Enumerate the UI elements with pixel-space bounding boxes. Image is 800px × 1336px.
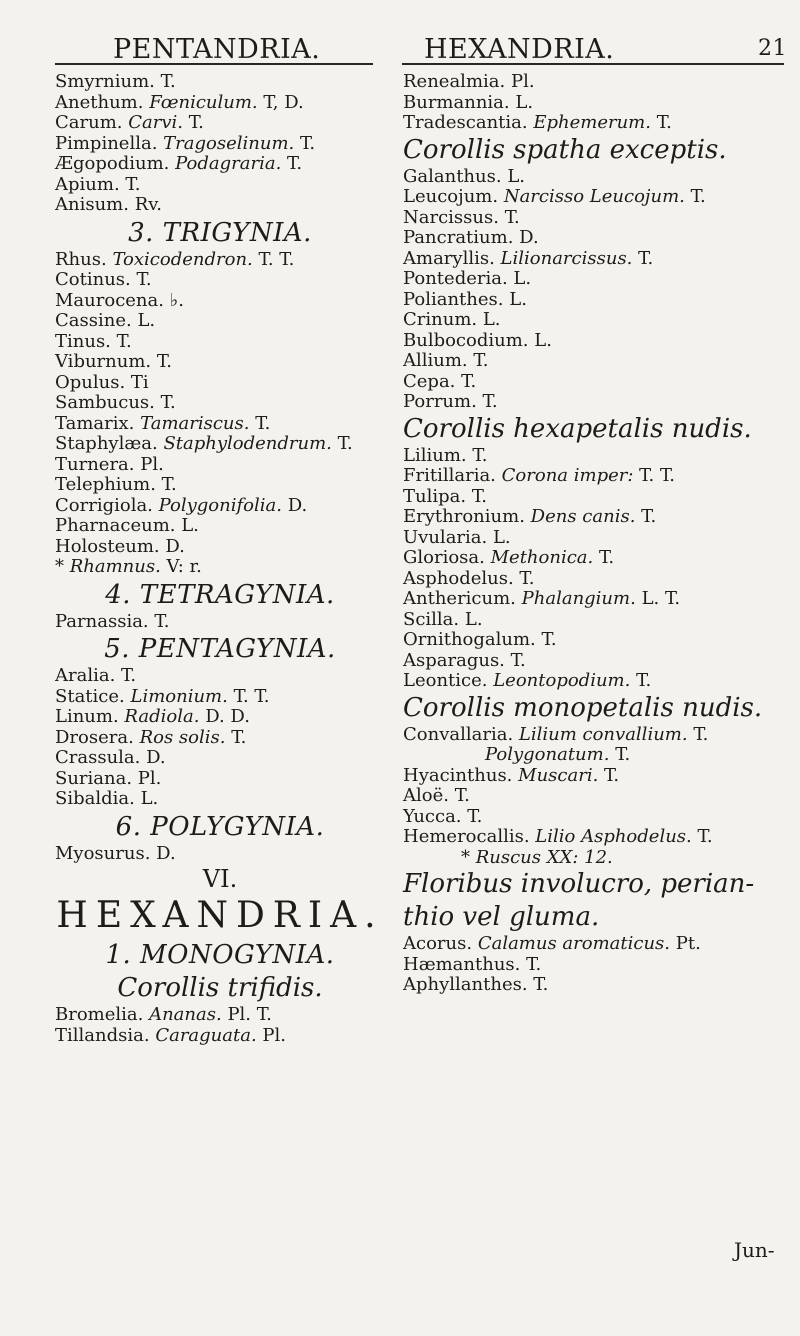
genus-entry xyxy=(55,844,385,865)
synonym: Tragoselinum. xyxy=(163,132,295,154)
genus-entry xyxy=(55,707,385,728)
authority: Pl. xyxy=(140,453,164,475)
section-subheading: thio vel gluma. xyxy=(403,902,600,932)
genus-entry xyxy=(55,748,385,769)
authority: T. xyxy=(641,506,657,527)
synonym: Carvi. xyxy=(128,112,183,133)
authority: T. xyxy=(510,649,526,671)
genus-entry xyxy=(55,175,385,196)
class-name: HEXANDRIA. xyxy=(56,895,384,936)
order-heading: 4. TETRAGYNIA. xyxy=(105,579,335,610)
authority: T. T. xyxy=(233,685,270,707)
authority: L. xyxy=(515,91,534,113)
authority: T. xyxy=(121,665,137,686)
genus-name: Linum. xyxy=(55,706,119,727)
genus-entry xyxy=(403,786,783,807)
genus-entry xyxy=(403,331,783,352)
authority: Pl. xyxy=(510,71,535,92)
synonym: Ephemerum. xyxy=(533,112,651,133)
genus-name: Galanthus. xyxy=(403,165,502,187)
genus-entry xyxy=(403,310,783,331)
authority: T. xyxy=(116,330,132,352)
authority: T. xyxy=(519,567,535,589)
authority: T. xyxy=(188,112,204,133)
authority: D. xyxy=(287,494,308,516)
genus-name: Aphyllanthes. xyxy=(403,974,528,995)
genus-entry xyxy=(403,487,783,508)
genus-entry xyxy=(55,414,385,435)
genus-name: Holosteum. xyxy=(55,535,160,557)
genus-name: Parnassia. xyxy=(55,610,149,632)
genus-name: Sibaldia. xyxy=(55,788,135,809)
genus-name: Erythronium. xyxy=(403,506,525,527)
authority: T. xyxy=(454,785,470,806)
genus-entry xyxy=(403,167,783,188)
genus-name: Pancratium. xyxy=(403,227,514,248)
genus-name: Burmannia. xyxy=(403,91,510,113)
genus-entry xyxy=(55,154,385,175)
authority: L. T. xyxy=(641,588,681,609)
genus-name: Lilium. xyxy=(403,444,467,466)
genus-name: Maurocena. xyxy=(55,289,164,311)
authority: L. xyxy=(140,788,159,809)
genus-name: Suriana. xyxy=(55,767,133,789)
authority: T. xyxy=(300,132,316,154)
synonym: Lilio Asphodelus. xyxy=(535,826,692,847)
genus-name: Anisum. xyxy=(55,194,129,215)
authority: L. xyxy=(181,515,199,536)
genus-entry xyxy=(55,270,385,291)
authority: T. xyxy=(482,391,498,412)
genus-entry xyxy=(403,392,783,413)
authority: T. xyxy=(615,744,631,765)
synonym: Corona imper: xyxy=(501,465,634,486)
order-heading: 3. TRIGYNIA. xyxy=(128,217,312,248)
authority: T. xyxy=(156,351,172,372)
synonym: Dens canis. xyxy=(530,506,636,527)
genus-entry xyxy=(55,612,385,633)
genus-entry xyxy=(55,1005,385,1026)
genus-entry xyxy=(403,827,783,848)
genus-name: Porrum. xyxy=(403,391,477,412)
authority: T. xyxy=(690,186,706,207)
genus-entry xyxy=(55,373,385,394)
authority: T. T. xyxy=(639,465,676,486)
catchword: Jun- xyxy=(734,1238,775,1262)
genus-entry xyxy=(403,351,783,372)
authority: T. xyxy=(461,370,477,392)
genus-name: Tinus. xyxy=(55,330,111,352)
authority: T. xyxy=(504,206,520,228)
authority: T. xyxy=(125,173,141,195)
section-subheading: Floribus involucro, perian- xyxy=(403,869,755,899)
authority: L. xyxy=(507,165,525,187)
genus-name: Cassine. xyxy=(55,310,132,331)
genus-entry xyxy=(55,687,385,708)
authority: D. xyxy=(519,227,539,248)
genus-entry xyxy=(403,208,783,229)
running-head xyxy=(0,18,800,66)
genus-entry xyxy=(55,769,385,790)
genus-entry xyxy=(55,93,385,114)
authority: T. xyxy=(136,269,152,290)
genus-entry xyxy=(403,569,783,590)
genus-entry xyxy=(403,630,783,651)
genus-entry xyxy=(55,728,385,749)
genus-entry xyxy=(55,195,385,216)
authority: T. xyxy=(656,112,672,133)
order-heading: 5. PENTAGYNIA. xyxy=(104,634,336,664)
authority: T. xyxy=(287,153,303,174)
synonym: Podagraria. xyxy=(175,153,282,174)
synonym: Fœniculum. xyxy=(149,91,258,113)
authority: T. xyxy=(604,764,620,786)
genus-entry xyxy=(403,934,783,955)
authority: T. xyxy=(471,485,487,507)
authority: L. xyxy=(513,268,532,289)
genus-name: Renealmia. xyxy=(403,71,506,92)
authority: L. xyxy=(509,288,527,310)
authority: T. xyxy=(160,71,176,92)
running-head-left: PENTANDRIA. xyxy=(113,34,321,65)
genus-name: Asparagus. xyxy=(403,649,505,671)
synonym: Toxicodendron. xyxy=(112,248,253,270)
genus-name: Bulbocodium. xyxy=(403,329,529,351)
authority: D. xyxy=(146,747,166,768)
authority: T, D. xyxy=(263,91,304,113)
authority: T. xyxy=(526,953,542,975)
genus-name: Polianthes. xyxy=(403,288,504,310)
genus-entry xyxy=(55,291,385,312)
genus-entry xyxy=(55,332,385,353)
genus-name: Ægopodium. xyxy=(55,153,170,174)
genus-entry xyxy=(403,766,783,787)
synonym: Lilionarcissus. xyxy=(500,247,633,269)
genus-name: Anethum. xyxy=(55,91,144,113)
genus-name: Aralia. xyxy=(55,665,116,686)
genus-name: Corrigiola. xyxy=(55,494,153,516)
genus-name: Carum. xyxy=(55,112,123,133)
genus-entry xyxy=(403,228,783,249)
authority: L. xyxy=(492,526,511,548)
genus-name: Opulus. xyxy=(55,371,126,393)
authority: Ti xyxy=(130,371,149,393)
genus-entry xyxy=(403,249,783,270)
left-column xyxy=(55,72,385,1046)
genus-entry xyxy=(403,446,783,467)
genus-name: Pimpinella. xyxy=(55,132,158,154)
genus-name: Telephium. xyxy=(55,474,156,495)
genus-name: Viburnum. xyxy=(55,351,152,372)
genus-entry xyxy=(403,93,783,114)
genus-entry xyxy=(55,537,385,558)
genus-name: * Rhamnus. xyxy=(55,556,161,577)
section-subheading: Corollis hexapetalis nudis. xyxy=(403,413,752,444)
genus-name: Drosera. xyxy=(55,726,134,748)
authority: T. T. xyxy=(258,248,295,270)
authority: T. xyxy=(598,547,615,568)
synonym: Staphylodendrum. xyxy=(163,433,332,454)
genus-name: Hyacinthus. xyxy=(403,764,513,786)
genus-name: Smyrnium. xyxy=(55,71,155,92)
genus-name: Pharnaceum. xyxy=(55,515,176,536)
genus-entry xyxy=(55,557,385,578)
genus-name: Pontederia. xyxy=(403,268,508,289)
genus-name: Tulipa. xyxy=(403,485,467,507)
synonym: Polygonatum. xyxy=(485,744,610,765)
synonym: Caraguata. xyxy=(155,1024,257,1046)
authority: T. xyxy=(472,444,488,466)
genus-name: Tamarix. xyxy=(55,412,135,434)
synonym: Leontopodium. xyxy=(493,670,631,691)
genus-entry xyxy=(55,311,385,332)
genus-name: Crinum. xyxy=(403,309,478,330)
genus-name: Tillandsia. xyxy=(55,1024,150,1046)
genus-name: Gloriosa. xyxy=(403,547,485,568)
header-rule-left xyxy=(55,63,373,65)
genus-entry xyxy=(55,496,385,517)
genus-name: Leontice. xyxy=(403,670,488,691)
genus-name: Turnera. xyxy=(55,453,135,475)
genus-entry xyxy=(55,475,385,496)
synonym: Ananas. xyxy=(149,1004,222,1025)
synonym: * Ruscus XX: 12. xyxy=(461,846,613,868)
genus-name: Bromelia. xyxy=(55,1004,144,1025)
authority: T. xyxy=(697,826,713,847)
synonym: Lilium convallium. xyxy=(518,723,688,745)
authority: D. D. xyxy=(205,706,250,727)
genus-entry xyxy=(403,745,783,766)
genus-name: Amaryllis. xyxy=(403,247,495,269)
genus-entry xyxy=(403,466,783,487)
genus-name: Aloë. xyxy=(403,785,449,806)
authority: T. xyxy=(636,670,652,691)
genus-name: Cepa. xyxy=(403,370,456,392)
authority: Rv. xyxy=(134,194,163,215)
genus-entry xyxy=(55,352,385,373)
authority: Pt. xyxy=(675,933,701,954)
class-number: VI. xyxy=(202,865,238,893)
genus-entry xyxy=(403,372,783,393)
genus-name: Rhus. xyxy=(55,248,107,270)
genus-entry xyxy=(403,610,783,631)
genus-name: Scilla. xyxy=(403,608,460,630)
genus-entry xyxy=(55,516,385,537)
synonym: Calamus aromaticus. xyxy=(477,933,671,954)
authority: D. xyxy=(156,842,176,864)
section-subheading: Corollis spatha exceptis. xyxy=(403,134,727,165)
genus-entry xyxy=(55,1026,385,1047)
genus-name: Staphylæa. xyxy=(55,433,158,454)
authority: T. xyxy=(231,726,247,748)
genus-entry xyxy=(403,807,783,828)
synonym: Radiola. xyxy=(124,706,200,727)
genus-name: Uvularia. xyxy=(403,526,488,548)
genus-name: Asphodelus. xyxy=(403,567,514,589)
authority: ♭. xyxy=(169,289,184,311)
genus-name: Sambucus. xyxy=(55,392,155,413)
genus-entry xyxy=(403,975,783,996)
authority: T. xyxy=(533,974,549,995)
genus-entry xyxy=(403,269,783,290)
genus-entry xyxy=(403,187,783,208)
authority: L. xyxy=(482,309,501,330)
authority: L. xyxy=(137,310,156,331)
genus-name: Crassula. xyxy=(55,747,141,768)
authority: T. xyxy=(638,247,654,269)
genus-entry xyxy=(55,393,385,414)
section-subheading: Corollis trifidis. xyxy=(117,973,323,1003)
synonym: Phalangium. xyxy=(521,588,636,609)
genus-entry xyxy=(55,113,385,134)
genus-name: Cotinus. xyxy=(55,269,131,290)
authority: T. xyxy=(467,805,483,827)
authority: T. xyxy=(154,610,170,632)
authority: T. xyxy=(255,412,271,434)
genus-entry xyxy=(403,671,783,692)
authority: Pl. xyxy=(137,767,162,789)
genus-entry xyxy=(403,955,783,976)
synonym: Ros solis. xyxy=(139,726,226,748)
authority: T. xyxy=(693,723,709,745)
genus-entry xyxy=(403,113,783,134)
genus-entry xyxy=(403,589,783,610)
authority: T. xyxy=(473,350,489,371)
page-number: 21 xyxy=(758,36,787,61)
genus-name: Acorus. xyxy=(403,933,473,954)
genus-name: Fritillaria. xyxy=(403,465,496,486)
genus-name: Myosurus. xyxy=(55,842,151,864)
genus-entry xyxy=(403,725,783,746)
genus-name: Tradescantia. xyxy=(403,112,528,133)
synonym: Limonium. xyxy=(130,685,228,707)
genus-name: Hæmanthus. xyxy=(403,953,521,975)
synonym: Polygonifolia. xyxy=(158,494,282,516)
genus-name: Allium. xyxy=(403,350,468,371)
genus-entry xyxy=(403,651,783,672)
genus-entry xyxy=(403,528,783,549)
genus-name: Ornithogalum. xyxy=(403,629,536,650)
genus-entry xyxy=(403,848,783,869)
authority: T. xyxy=(161,474,177,495)
header-rule-right xyxy=(402,63,784,65)
genus-entry xyxy=(403,290,783,311)
authority: T. xyxy=(160,392,176,413)
genus-name: Leucojum. xyxy=(403,186,499,207)
authority: L. xyxy=(464,608,483,630)
authority: V: r. xyxy=(166,556,202,577)
genus-name: Statice. xyxy=(55,685,125,707)
authority: T. xyxy=(337,433,353,454)
synonym: Muscari. xyxy=(518,764,599,786)
running-head-center: HEXANDRIA. xyxy=(424,34,615,65)
authority: L. xyxy=(534,329,552,351)
genus-entry xyxy=(55,134,385,155)
synonym: Tamariscus. xyxy=(140,412,250,434)
synonym: Narcisso Leucojum. xyxy=(503,186,685,207)
genus-entry xyxy=(55,72,385,93)
genus-entry xyxy=(55,455,385,476)
genus-entry xyxy=(55,789,385,810)
genus-name: Narcissus. xyxy=(403,206,499,228)
authority: Pl. xyxy=(262,1024,287,1046)
genus-entry xyxy=(55,250,385,271)
genus-entry xyxy=(403,548,783,569)
genus-entry xyxy=(55,666,385,687)
genus-name: Convallaria. xyxy=(403,723,514,745)
authority: Pl. T. xyxy=(227,1004,272,1025)
synonym: Methonica. xyxy=(490,547,594,568)
authority: T. xyxy=(541,629,557,650)
genus-name: Apium. xyxy=(55,173,120,195)
genus-entry xyxy=(55,434,385,455)
genus-name: Yucca. xyxy=(403,805,462,827)
genus-entry xyxy=(403,72,783,93)
genus-entry xyxy=(403,507,783,528)
section-subheading: Corollis monopetalis nudis. xyxy=(403,692,763,723)
genus-name: Hemerocallis. xyxy=(403,826,530,847)
order-heading: 1. MONOGYNIA. xyxy=(105,940,335,970)
order-heading: 6. POLYGYNIA. xyxy=(115,811,325,842)
authority: D. xyxy=(165,535,185,557)
genus-name: Anthericum. xyxy=(403,588,516,609)
right-column xyxy=(403,72,783,996)
